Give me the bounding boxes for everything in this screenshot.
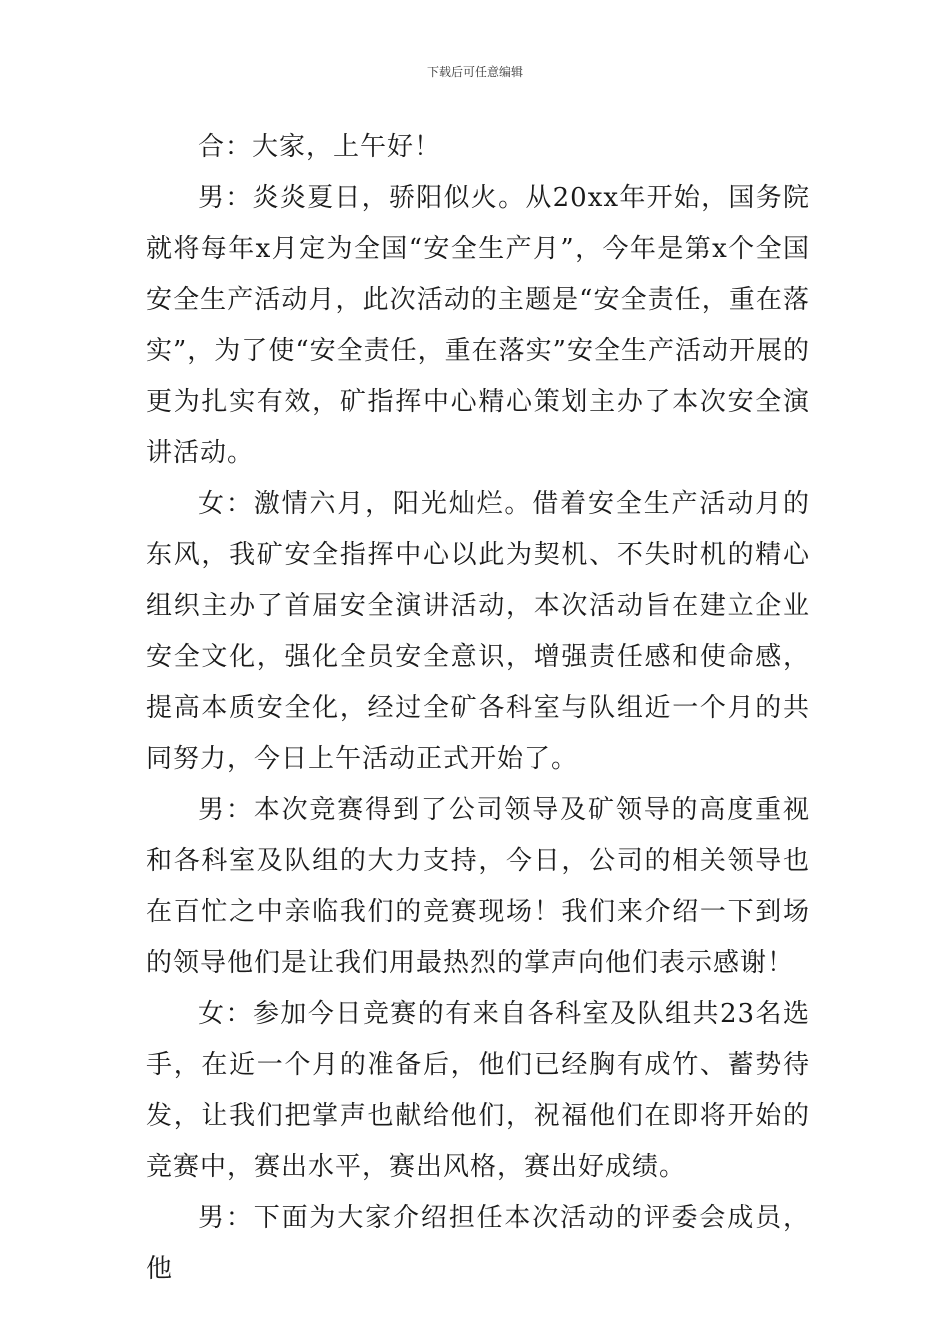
paragraph-male-leaders: 男：本次竞赛得到了公司领导及矿领导的高度重视和各科室及队组的大力支持，今日，公司的相关领导也在百忙之中亲临我们的竞赛现场！我们来介绍一下到场的领导他们是让我们用最热烈的掌声向他们表示感谢！ bbox=[146, 795, 810, 978]
paragraph-female-contestants: 女：参加今日竞赛的有来自各科室及队组共23名选手，在近一个月的准备后，他们已经胸有成竹、蓄势待发，让我们把掌声也献给他们，祝福他们在即将开始的竞赛中，赛出水平，赛出风格，赛出好成绩。 bbox=[146, 999, 810, 1182]
paragraph-female-intro: 女：激情六月，阳光灿烂。借着安全生产活动月的东风，我矿安全指挥中心以此为契机、不失时机的精心组织主办了首届安全演讲活动，本次活动旨在建立企业安全文化，强化全员安全意识，增强责任感和使命感，提高本质安全化，经过全矿各科室与队组近一个月的共同努力，今日上午活动正式开始了。 bbox=[146, 489, 810, 774]
paragraph-male-intro: 男：炎炎夏日，骄阳似火。从20xx年开始，国务院就将每年x月定为全国“安全生产月”，今年是第x个全国安全生产活动月，此次活动的主题是“安全责任，重在落实”，为了使“安全责任，重在落实”安全生产活动开展的更为扎实有效，矿指挥中心精心策划主办了本次安全演讲活动。 bbox=[146, 183, 810, 468]
paragraph-male-judges: 男：下面为大家介绍担任本次活动的评委会成员，他 bbox=[146, 1203, 810, 1284]
document-body bbox=[146, 122, 810, 1295]
page-header: 下载后可任意编辑 bbox=[426, 65, 523, 79]
paragraph-greeting: 合：大家，上午好！ bbox=[198, 132, 442, 162]
